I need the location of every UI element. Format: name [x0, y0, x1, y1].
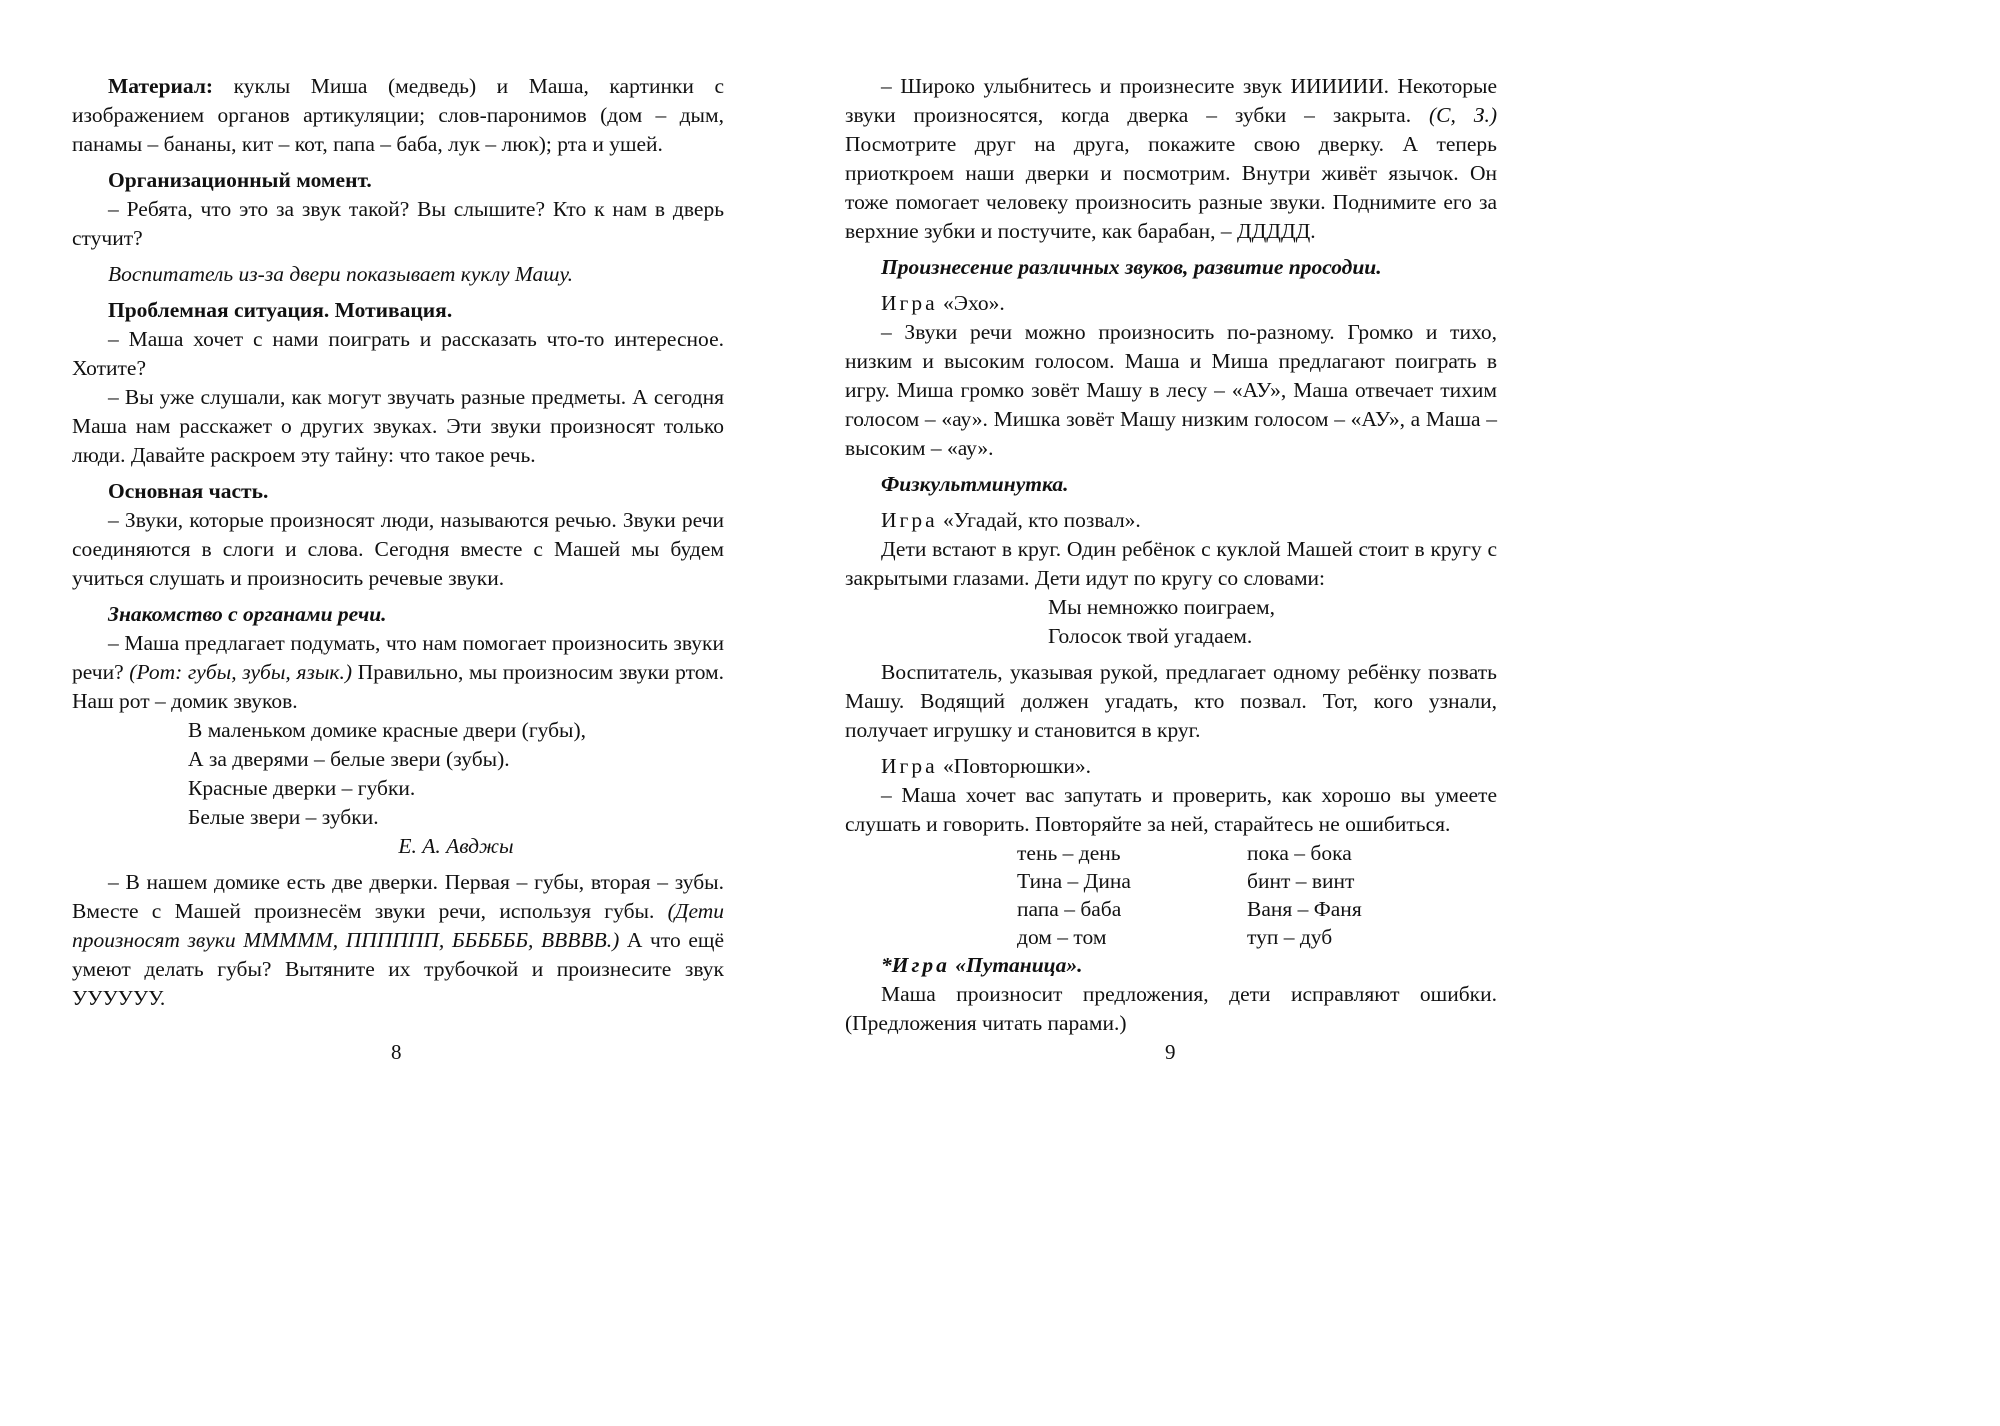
echo-game-name: «Эхо». [937, 291, 1005, 315]
game-verse [1048, 593, 1497, 651]
verse-line: Мы немножко поиграем, [1048, 595, 1276, 619]
organs-heading: Знакомство с органами речи. [108, 602, 387, 626]
word-pair: бинт – винт [1247, 869, 1355, 893]
org-text: – Ребята, что это за звук такой? Вы слышите? Кто к нам в дверь стучит? [72, 197, 724, 250]
organs-paragraph [72, 629, 724, 716]
word-pair: туп – дуб [1247, 925, 1333, 949]
word-pair: папа – баба [1017, 897, 1122, 921]
right-page [845, 72, 1497, 1038]
echo-text: – Звуки речи можно произносить по-разному. Громко и тихо, низким и высоким голосом. Маша и Миша предлагают поиграть в игру. Миша громко зовёт Машу в лесу – «АУ», Маша отвечает тихим голосом – «ау». Мишка зовёт Машу низким голосом – «АУ», а Маша – высоким – «ау». [845, 320, 1497, 460]
word-pair: пока – бока [1247, 841, 1352, 865]
poem-line: Красные дверки – губки. [188, 776, 416, 800]
game-word: Игра [881, 508, 938, 532]
page-number-right: 9 [1165, 1040, 1176, 1064]
poem-line: А за дверями – белые звери (зубы). [188, 747, 510, 771]
confusion-game-name: «Путаница». [949, 953, 1083, 977]
word-pair: Ваня – Фаня [1247, 897, 1362, 921]
guess-text: Дети встают в круг. Один ребёнок с куклой Машей стоит в кругу с закрытыми глазами. Дети идут по кругу со словами: [845, 537, 1497, 590]
game-word: Игра [881, 291, 938, 315]
word-pair: Тина – Дина [1017, 869, 1131, 893]
material-text: куклы Миша (медведь) и Маша, картинки с изображением органов артикуляции; слов-паронимов (дом – дым, панамы – бананы, кит – кот, папа – баба, лук – люк); рта и ушей. [72, 74, 724, 156]
final-sounds-note: (Дети произносят звуки МММММ, ПППППП, ББББББ, ВВВВВ.) [72, 899, 724, 952]
confusion-game-title [845, 951, 1497, 980]
problem-text-2: – Вы уже слушали, как могут звучать разные предметы. А сегодня Маша нам расскажет о других звуках. Эти звуки произносят только люди. Давайте раскроем эту тайну: что такое речь. [72, 385, 724, 467]
intro-note: (С, З.) [1429, 103, 1497, 127]
intro-text-c: Посмотрите друг на друга, покажите свою дверку. А теперь приоткроем наши дверки и посмотрим. Внутри живёт язычок. Он тоже помогает человеку произносить разные звуки. Поднимите его за верхние зубки и постучите, как барабан, – ДДДДД. [845, 132, 1497, 243]
main-text: – Звуки, которые произносят люди, называются речью. Звуки речи соединяются в слоги и слова. Сегодня вместе с Машей мы будем учиться слушать и произносить речевые звуки. [72, 508, 724, 590]
org-note: Воспитатель из-за двери показывает куклу Машу. [108, 262, 574, 286]
repeat-text: – Маша хочет вас запутать и проверить, как хорошо вы умеете слушать и говорить. Повторяйте за ней, старайтесь не ошибиться. [845, 783, 1497, 836]
word-pairs [1017, 839, 1497, 951]
intro-paragraph [845, 72, 1497, 246]
guess-game-title [845, 506, 1497, 535]
left-page [72, 72, 724, 1013]
echo-game-title [845, 289, 1497, 318]
org-heading: Организационный момент. [108, 168, 372, 192]
problem-heading: Проблемная ситуация. Мотивация. [108, 298, 453, 322]
guess-text-2: Воспитатель, указывая рукой, предлагает одному ребёнку позвать Машу. Водящий должен угадать, кто позвал. Тот, кого узнали, получает игрушку и становится в круг. [845, 660, 1497, 742]
main-heading: Основная часть. [108, 479, 269, 503]
poem-line: Белые звери – зубки. [188, 805, 379, 829]
poem-author: Е. А. Авджы [398, 834, 514, 858]
intro-text-a: – Широко улыбнитесь и произнесите звук ИИИИИИ. Некоторые звуки произносятся, когда дверка – зубки – закрыта. [845, 74, 1497, 127]
material-label: Материал: [108, 74, 214, 98]
final-text-a: – В нашем домике есть две дверки. Первая – губы, вторая – зубы. Вместе с Машей произнесём звуки речи, используя губы. [72, 870, 724, 923]
word-pair: дом – том [1017, 925, 1107, 949]
problem-text-1: – Маша хочет с нами поиграть и рассказать что-то интересное. Хотите? [72, 327, 724, 380]
material-paragraph [72, 72, 724, 159]
repeat-game-name: «Повторюшки». [937, 754, 1091, 778]
game-word: Игра [891, 953, 950, 977]
final-paragraph [72, 868, 724, 1013]
page-number-left: 8 [391, 1040, 402, 1064]
guess-game-name: «Угадай, кто позвал». [937, 508, 1141, 532]
confusion-star: * [881, 953, 892, 977]
sounds-heading: Произнесение различных звуков, развитие просодии. [881, 255, 1382, 279]
organs-answer: (Рот: губы, зубы, язык.) [129, 660, 353, 684]
repeat-game-title [845, 752, 1497, 781]
poem [188, 716, 724, 861]
organs-text-a: – Маша предлагает подумать, что нам помогает произносить звуки речи? [72, 631, 724, 684]
game-word: Игра [881, 754, 938, 778]
physical-heading: Физкультминутка. [881, 472, 1069, 496]
final-text-c: А что ещё умеют делать губы? Вытяните их трубочкой и произнесите звук УУУУУУ. [72, 928, 725, 1010]
poem-line: В маленьком домике красные двери (губы), [188, 718, 587, 742]
confusion-text: Маша произносит предложения, дети исправляют ошибки. (Предложения читать парами.) [845, 982, 1497, 1035]
verse-line: Голосок твой угадаем. [1048, 624, 1253, 648]
organs-text-c: Правильно, мы произносим звуки ртом. Наш рот – домик звуков. [72, 660, 725, 713]
word-pair: тень – день [1017, 841, 1121, 865]
